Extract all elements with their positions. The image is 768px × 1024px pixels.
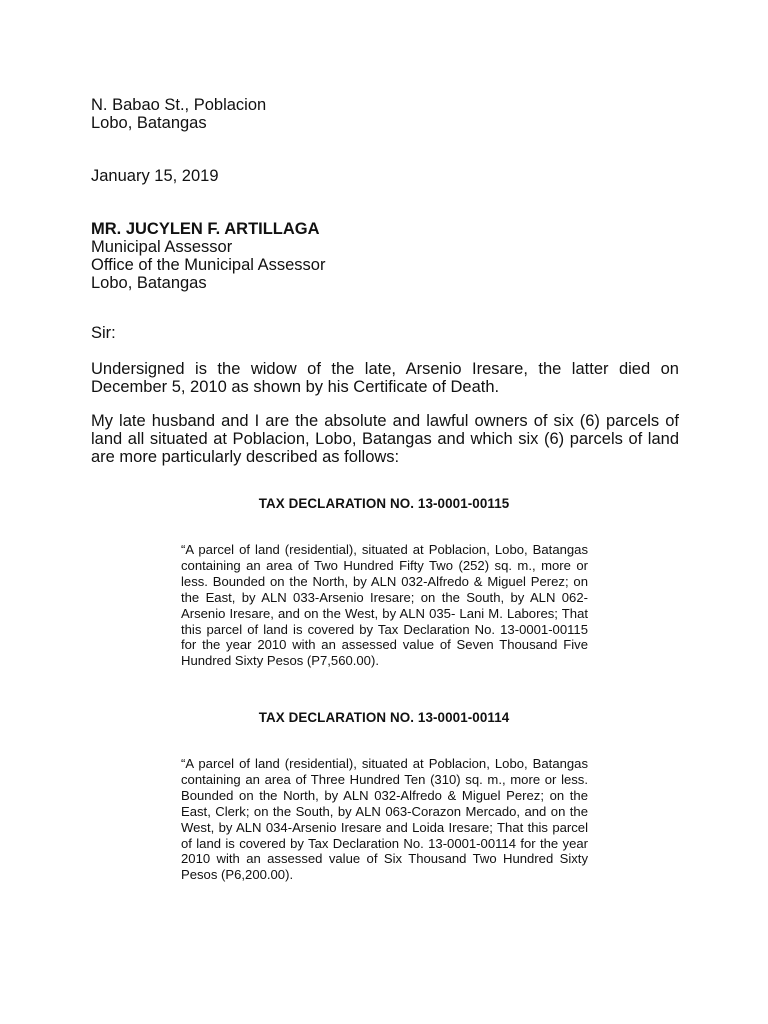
recipient-name: MR. JUCYLEN F. ARTILLAGA — [91, 220, 320, 238]
tax-declaration-heading-2: TAX DECLARATION NO. 13-0001-00114 — [258, 710, 510, 725]
sender-address-line2: Lobo, Batangas — [91, 114, 207, 132]
sender-address-line1: N. Babao St., Poblacion — [91, 96, 267, 114]
body-paragraph-2 — [91, 412, 679, 466]
paragraph-text: My late husband and I are the absolute and lawful owners of six (6) parcels of land all situated at Poblacion, Lobo, Batangas and which six (6) parcels of land are more particularly described as follows: — [91, 412, 679, 466]
recipient-block — [91, 220, 679, 292]
parcel-description-2: “A parcel of land (residential), situated at Poblacion, Lobo, Batangas containing an area of Three Hundred Ten (310) sq. m., more or less. Bounded on the North, by ALN 032-Alfredo & Miguel Perez; on the East, Clerk; on the South, by ALN 063-Corazon Mercado, and on the West, by ALN 034-Arsenio Iresare and Loida Iresare; That this parcel of land is covered by Tax Declaration No. 13-0001-00114 for the year 2010 with an assessed value of Six Thousand Two Hundred Sixty Pesos (P6,200.00). — [181, 756, 588, 883]
recipient-office: Office of the Municipal Assessor — [91, 256, 326, 274]
sender-address — [91, 96, 679, 132]
parcel-description-1: “A parcel of land (residential), situated at Poblacion, Lobo, Batangas containing an area of Two Hundred Fifty Two (252) sq. m., more or less. Bounded on the North, by ALN 032-Alfredo & Miguel Perez; on the East, by ALN 033-Arsenio Iresare; on the South, by ALN 062- Arsenio Iresare, and on the West, by ALN 035- Lani M. Labores; That this parcel of land is covered by Tax Declaration No. 13-0001-00115 for the year 2010 with an assessed value of Seven Thousand Five Hundred Sixty Pesos (P7,560.00). — [181, 542, 588, 669]
recipient-location: Lobo, Batangas — [91, 274, 207, 292]
date-text: January 15, 2019 — [91, 167, 219, 185]
body-paragraph-1 — [91, 360, 679, 396]
paragraph-text: Undersigned is the widow of the late, Arsenio Iresare, the latter died on December 5, 2010 as shown by his Certificate of Death. — [91, 360, 679, 396]
recipient-title: Municipal Assessor — [91, 238, 233, 256]
tax-declaration-heading-1: TAX DECLARATION NO. 13-0001-00115 — [258, 496, 510, 511]
salutation-text: Sir: — [91, 324, 116, 342]
letter-date — [91, 167, 679, 185]
salutation — [91, 324, 679, 342]
